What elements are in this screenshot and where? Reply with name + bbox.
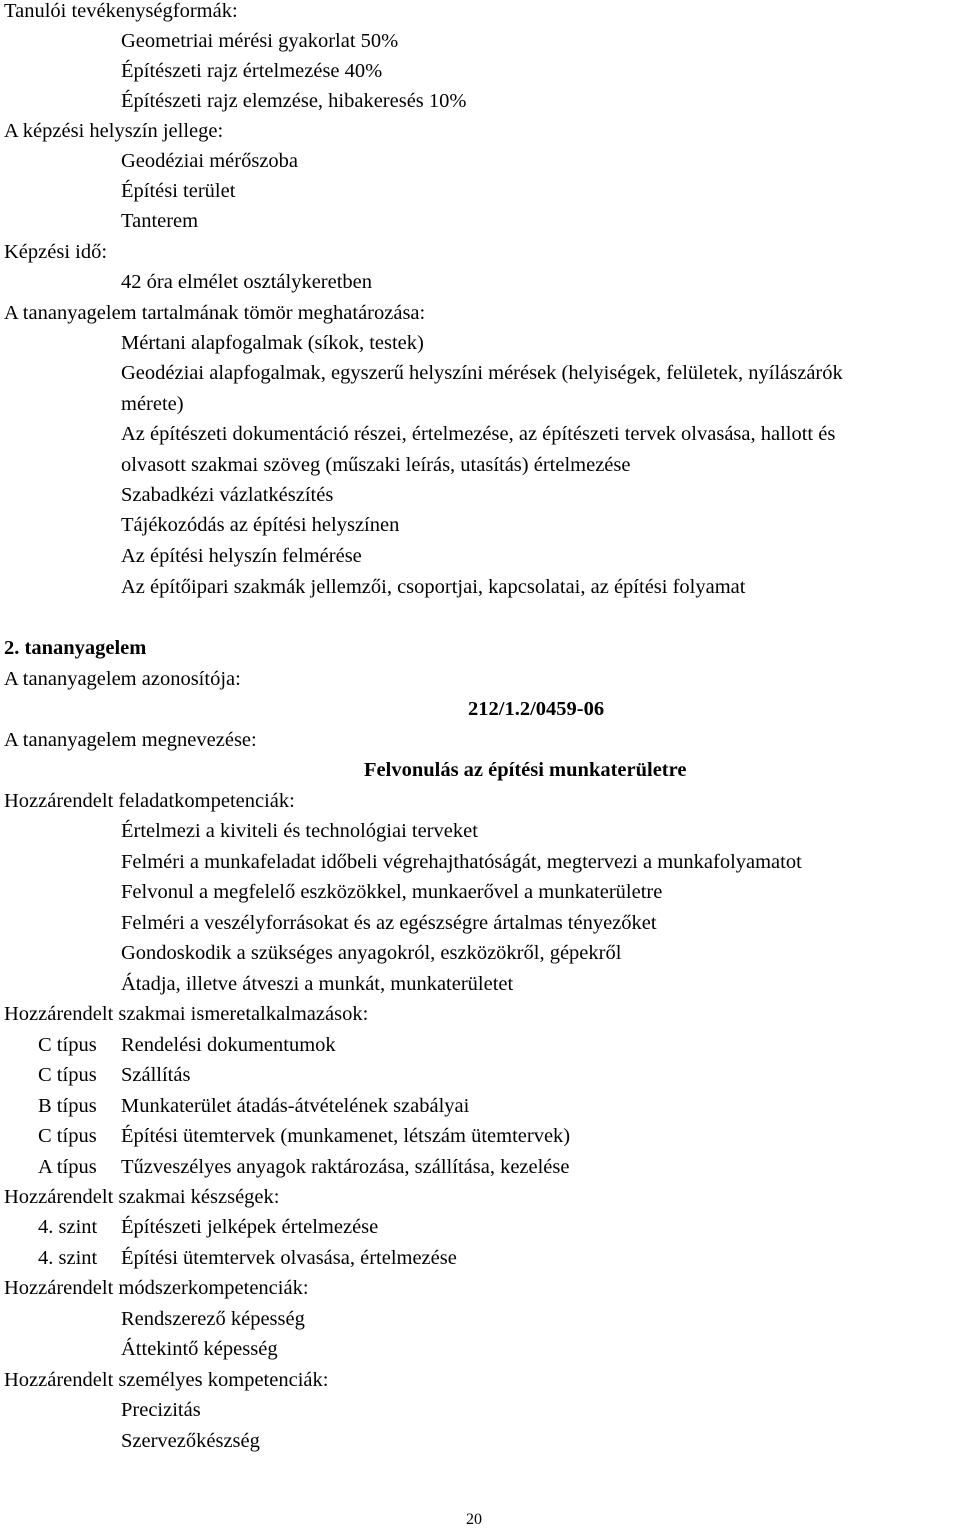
knowledge-text: Tűzveszélyes anyagok raktározása, szállítása, kezelése <box>121 1156 570 1178</box>
time-value: 42 óra elmélet osztálykeretben <box>121 271 373 293</box>
knowledge-text: Építési ütemtervek (munkamenet, létszám ütemtervek) <box>121 1125 571 1147</box>
method-heading: Hozzárendelt módszerkompetenciák: <box>4 1277 309 1299</box>
time-heading: Képzési idő: <box>4 241 108 263</box>
personal-item: Precizitás <box>121 1399 201 1421</box>
skill-level: 4. szint <box>38 1247 98 1269</box>
knowledge-type: C típus <box>38 1125 97 1147</box>
content-item: mérete) <box>121 393 184 415</box>
content-item: Tájékozódás az építési helyszínen <box>121 514 400 536</box>
id-heading: A tananyagelem azonosítója: <box>4 668 241 690</box>
name-value: Felvonulás az építési munkaterületre <box>364 759 687 781</box>
location-heading: A képzési helyszín jellege: <box>4 120 224 142</box>
location-item: Geodéziai mérőszoba <box>121 150 299 172</box>
content-item: olvasott szakmai szöveg (műszaki leírás, utasítás) értelmezése <box>121 454 631 476</box>
skill-level: 4. szint <box>38 1216 98 1238</box>
location-item: Építési terület <box>121 180 236 202</box>
skills-heading: Hozzárendelt szakmai készségek: <box>4 1186 280 1208</box>
knowledge-type: C típus <box>38 1034 97 1056</box>
activities-heading: Tanulói tevékenységformák: <box>4 0 238 22</box>
content-item: Az építőipari szakmák jellemzői, csoportjai, kapcsolatai, az építési folyamat <box>121 576 746 598</box>
task-item: Átadja, illetve átveszi a munkát, munkaterületet <box>121 973 514 995</box>
location-item: Tanterem <box>121 210 199 232</box>
personal-heading: Hozzárendelt személyes kompetenciák: <box>4 1369 329 1391</box>
knowledge-text: Szállítás <box>121 1064 191 1086</box>
content-item: Mértani alapfogalmak (síkok, testek) <box>121 332 424 354</box>
task-item: Felméri a munkafeladat időbeli végrehajthatóságát, megtervezi a munkafolyamatot <box>121 851 802 873</box>
content-item: Geodéziai alapfogalmak, egyszerű helyszíni mérések (helyiségek, felületek, nyílászárók <box>121 362 843 384</box>
method-item: Áttekintő képesség <box>121 1338 278 1360</box>
knowledge-type: A típus <box>38 1156 97 1178</box>
knowledge-text: Munkaterület átadás-átvételének szabályai <box>121 1095 470 1117</box>
activity-item: Építészeti rajz elemzése, hibakeresés 10% <box>121 90 467 112</box>
skill-text: Építési ütemtervek olvasása, értelmezése <box>121 1247 457 1269</box>
content-item: Az építési helyszín felmérése <box>121 545 362 567</box>
knowledge-heading: Hozzárendelt szakmai ismeretalkalmazások: <box>4 1003 369 1025</box>
page-number: 20 <box>466 1511 482 1528</box>
activity-item: Geometriai mérési gyakorlat 50% <box>121 30 399 52</box>
activity-item: Építészeti rajz értelmezése 40% <box>121 60 383 82</box>
task-item: Felméri a veszélyforrásokat és az egészségre ártalmas tényezőket <box>121 912 657 934</box>
knowledge-type: B típus <box>38 1095 97 1117</box>
content-item: Szabadkézi vázlatkészítés <box>121 484 334 506</box>
name-heading: A tananyagelem megnevezése: <box>4 729 257 751</box>
method-item: Rendszerező képesség <box>121 1308 305 1330</box>
knowledge-type: C típus <box>38 1064 97 1086</box>
tasks-heading: Hozzárendelt feladatkompetenciák: <box>4 790 295 812</box>
id-value: 212/1.2/0459-06 <box>468 698 605 720</box>
task-item: Értelmezi a kiviteli és technológiai terveket <box>121 820 478 842</box>
knowledge-text: Rendelési dokumentumok <box>121 1034 336 1056</box>
content-heading: A tananyagelem tartalmának tömör meghatározása: <box>4 302 426 324</box>
task-item: Gondoskodik a szükséges anyagokról, eszközökről, gépekről <box>121 942 622 964</box>
task-item: Felvonul a megfelelő eszközökkel, munkaerővel a munkaterületre <box>121 881 663 903</box>
personal-item: Szervezőkészség <box>121 1430 260 1452</box>
content-item: Az építészeti dokumentáció részei, értelmezése, az építészeti tervek olvasása, hallott és <box>121 423 836 445</box>
skill-text: Építészeti jelképek értelmezése <box>121 1216 379 1238</box>
section-title: 2. tananyagelem <box>4 637 147 659</box>
